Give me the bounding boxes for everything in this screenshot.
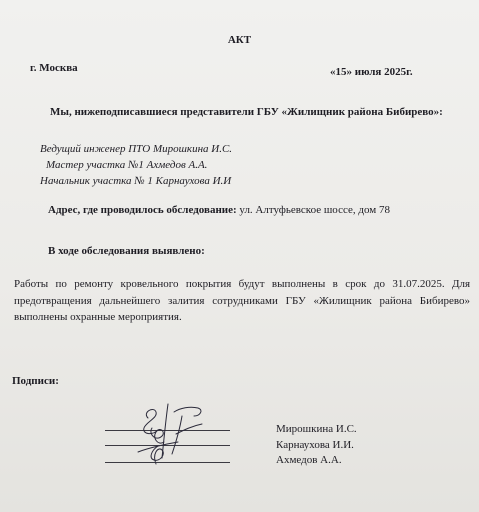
signatories-list: [276, 422, 357, 469]
signatory-name: Мирошкина И.С.: [276, 423, 357, 435]
member-item: Мастер участка №1 Ахмедов А.А.: [46, 159, 208, 171]
document-city: г. Москва: [30, 62, 78, 74]
signatures-heading: Подписи:: [12, 375, 59, 387]
member-item: Начальник участка № 1 Карнаухова И.И: [40, 175, 232, 187]
signatory-name: Карнаухова И.И.: [276, 438, 354, 451]
member-item: Ведущий инженер ПТО Мирошкина И.С.: [40, 143, 233, 155]
signatory-name: Ахмедов А.А.: [276, 454, 342, 466]
address-line: [48, 204, 390, 216]
finding-heading: В ходе обследования выявлено:: [48, 245, 205, 257]
finding-text: Работы по ремонту кровельного покрытия будут выполнены в срок до 31.07.2025. Для предотвращения дальнейшего залития сотрудниками ГБУ «Жилищник района Бибирево» выполнены охранные мероприятия.: [14, 278, 470, 323]
address-value: ул. Алтуфьевское шоссе, дом 78: [236, 204, 390, 216]
address-label: Адрес, где проводилось обследование:: [48, 204, 237, 216]
members-list: [40, 141, 232, 189]
document-title: АКТ: [227, 34, 252, 46]
handwritten-signature: [118, 398, 228, 470]
intro-paragraph: Мы, нижеподписавшиеся представители ГБУ «Жилищник района Бибирево»:: [50, 106, 443, 118]
document-date: «15» июля 2025г.: [330, 66, 413, 78]
